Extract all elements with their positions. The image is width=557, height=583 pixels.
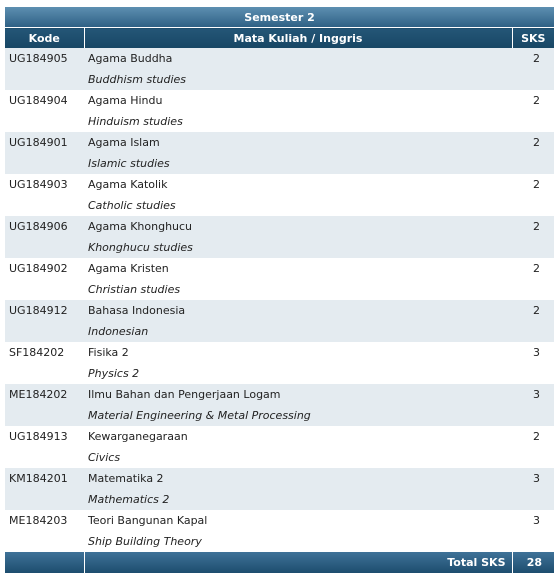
- course-english-row: [5, 363, 554, 384]
- course-sks: 2: [512, 48, 554, 90]
- course-row: [5, 216, 554, 237]
- course-name: Bahasa Indonesia: [84, 300, 512, 321]
- course-code: UG184912: [5, 300, 84, 342]
- course-english-row: [5, 321, 554, 342]
- course-row: [5, 342, 554, 363]
- course-row: [5, 468, 554, 489]
- course-english-row: [5, 69, 554, 90]
- course-sks: 2: [533, 262, 541, 275]
- course-sks: 2: [512, 300, 554, 342]
- course-english-name: Physics 2: [88, 367, 140, 380]
- course-table: [5, 7, 554, 573]
- course-english-row: [5, 531, 554, 552]
- course-row: [5, 174, 554, 195]
- course-english-name: Mathematics 2: [84, 489, 512, 510]
- course-english-row: [5, 153, 554, 174]
- semester-course-table-container: [5, 0, 554, 573]
- total-row: [5, 552, 554, 573]
- course-name: Teori Bangunan Kapal: [88, 514, 208, 527]
- course-code: UG184903: [9, 178, 68, 191]
- course-name: Agama Hindu: [88, 94, 163, 107]
- course-english-name: Ship Building Theory: [88, 535, 202, 548]
- course-name: Ilmu Bahan dan Pengerjaan Logam: [84, 384, 512, 405]
- course-sks: 2: [533, 178, 541, 191]
- course-sks: 3: [512, 384, 554, 426]
- course-sks: 2: [533, 94, 541, 107]
- total-label: Total SKS: [84, 552, 512, 573]
- course-code: UG184904: [9, 94, 68, 107]
- course-english-name: Catholic studies: [88, 199, 176, 212]
- course-sks: 2: [533, 430, 541, 443]
- column-header-course: Mata Kuliah / Inggris: [84, 28, 512, 49]
- course-sks: 3: [533, 346, 541, 359]
- course-code: ME184203: [9, 514, 68, 527]
- course-english-name: Hinduism studies: [88, 115, 183, 128]
- course-english-row: [5, 111, 554, 132]
- course-english-row: [5, 237, 554, 258]
- course-sks: 3: [512, 468, 554, 510]
- semester-header-row: [5, 7, 554, 28]
- course-english-row: [5, 279, 554, 300]
- course-name: Agama Katolik: [88, 178, 168, 191]
- course-name: Agama Khonghucu: [84, 216, 512, 237]
- course-english-row: [5, 405, 554, 426]
- course-name: Fisika 2: [88, 346, 129, 359]
- course-code: UG184905: [5, 48, 84, 90]
- course-english-name: Indonesian: [84, 321, 512, 342]
- course-name: Matematika 2: [84, 468, 512, 489]
- course-sks: 3: [533, 514, 541, 527]
- semester-title: Semester 2: [5, 7, 554, 28]
- course-row: [5, 384, 554, 405]
- course-code: UG184901: [5, 132, 84, 174]
- course-list: [5, 48, 554, 552]
- total-spacer: [5, 552, 84, 573]
- course-english-name: Civics: [88, 451, 121, 464]
- column-header-sks: SKS: [512, 28, 554, 49]
- course-english-row: [5, 447, 554, 468]
- course-row: [5, 132, 554, 153]
- course-name: Kewarganegaraan: [88, 430, 188, 443]
- course-sks: 2: [512, 132, 554, 174]
- course-code: KM184201: [5, 468, 84, 510]
- course-code: UG184913: [9, 430, 68, 443]
- course-english-name: Buddhism studies: [84, 69, 512, 90]
- column-header-code: Kode: [5, 28, 84, 49]
- column-header-row: [5, 28, 554, 49]
- course-row: [5, 510, 554, 531]
- course-row: [5, 90, 554, 111]
- course-code: ME184202: [5, 384, 84, 426]
- course-english-row: [5, 489, 554, 510]
- course-row: [5, 48, 554, 69]
- total-value: 28: [512, 552, 554, 573]
- course-row: [5, 300, 554, 321]
- course-name: Agama Islam: [84, 132, 512, 153]
- course-row: [5, 258, 554, 279]
- course-english-name: Islamic studies: [84, 153, 512, 174]
- course-english-row: [5, 195, 554, 216]
- course-code: UG184902: [9, 262, 68, 275]
- course-english-name: Material Engineering & Metal Processing: [84, 405, 512, 426]
- course-sks: 2: [512, 216, 554, 258]
- course-name: Agama Kristen: [88, 262, 169, 275]
- course-name: Agama Buddha: [84, 48, 512, 69]
- course-english-name: Christian studies: [88, 283, 181, 296]
- course-row: [5, 426, 554, 447]
- course-english-name: Khonghucu studies: [84, 237, 512, 258]
- course-code: UG184906: [5, 216, 84, 258]
- course-code: SF184202: [9, 346, 65, 359]
